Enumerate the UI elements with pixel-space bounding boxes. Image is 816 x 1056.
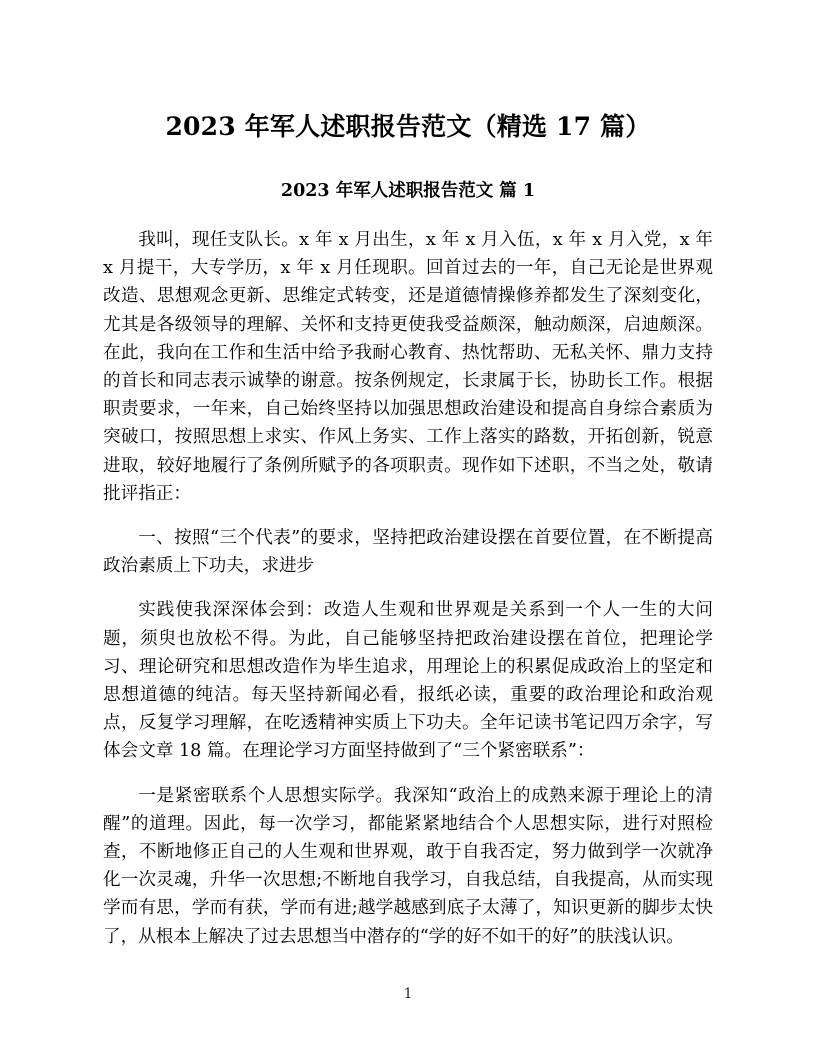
paragraph-3: 一是紧密联系个人思想实际学。我深知“政治上的成熟来源于理论上的清醒”的道理。因此，每一次学习，都能紧紧地结合个人思想实际，进行对照检查，不断地修正自己的人生观和世界观，敢于自我否定，努力做到学一次就净化一次灵魂，升华一次思想;不断地自我学习，自我总结，自我提高，从而实现学而有思，学而有获，学而有进;越学越感到底子太薄了，知识更新的脚步太快了，从根本上解决了过去思想当中潜存的“学的好不如干的好”的肤浅认识。	[103, 785, 713, 947]
document-subtitle: 2023 年军人述职报告范文 篇 1	[280, 180, 536, 201]
page-number-footer: 1	[403, 986, 413, 1002]
paragraph-section-heading-1: 一、按照“三个代表”的要求，坚持把政治建设摆在首要位置，在不断提高政治素质上下功夫，求进步	[103, 528, 713, 577]
paragraph-1: 我叫，现任支队长。x 年 x 月出生，x 年 x 月入伍，x 年 x 月入党，x 年 x 月提干，大专学历，x 年 x 月任现职。回首过去的一年，自己无论是世界观改造、思想观念更新、思维定式转变，还是道德情操修养都发生了深刻变化，尤其是各级领导的理解、关怀和支持更使我受益颇深，触动颇深，启迪颇深。在此，我向在工作和生活中给予我耐心教育、热忱帮助、无私关怀、鼎力支持的首长和同志表示诚挚的谢意。按条例规定，长隶属于长，协助长工作。根据职责要求，一年来，自己始终坚持以加强思想政治建设和提高自身综合素质为突破口，按照思想上求实、作风上务实、工作上落实的路数，开拓创新，锐意进取，较好地履行了条例所赋予的各项职责。现作如下述职，不当之处，敬请批评指正：	[103, 230, 713, 504]
document-body	[103, 106, 713, 951]
document-content	[103, 226, 713, 951]
paragraph-2: 实践使我深深体会到：改造人生观和世界观是关系到一个人一生的大问题，须臾也放松不得。为此，自己能够坚持把政治建设摆在首位，把理论学习、理论研究和思想改造作为毕生追求，用理论上的积累促成政治上的坚定和思想道德的纯洁。每天坚持新闻必看，报纸必读，重要的政治理论和政治观点，反复学习理解，在吃透精神实质上下功夫。全年记读书笔记四万余字，写体会文章 18 篇。在理论学习方面坚持做到了“三个紧密联系”：	[103, 600, 713, 762]
page-title: 2023 年军人述职报告范文（精选 17 篇）	[165, 112, 651, 141]
